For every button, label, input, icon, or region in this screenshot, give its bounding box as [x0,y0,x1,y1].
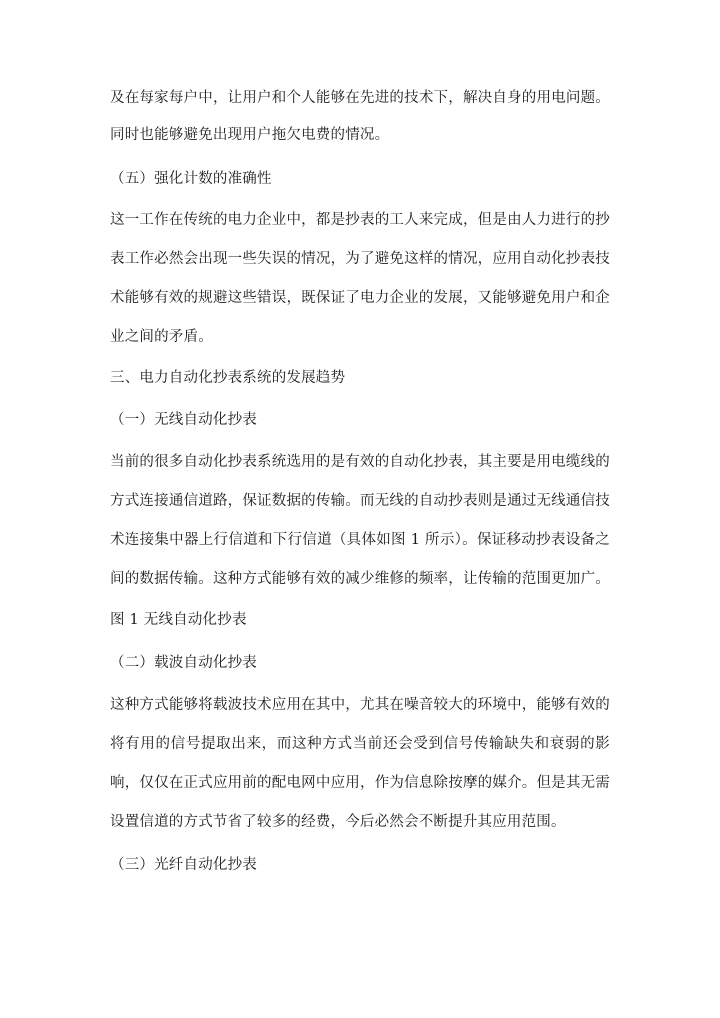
paragraph-line: 当前的很多自动化抄表系统选用的是有效的自动化抄表，其主要是用电缆线的 [110,454,610,470]
paragraph-line: 响，仅仅在正式应用前的配电网中应用，作为信息除按摩的媒介。但是其无需 [110,775,610,791]
section-heading: （三）光纤自动化抄表 [110,857,257,873]
paragraph-line: 设置信道的方式节省了较多的经费，今后必然会不断提升其应用范围。 [110,814,566,830]
paragraph-line: 将有用的信号提取出来，而这种方式当前还会受到信号传输缺失和衰弱的影 [110,736,610,752]
chapter-heading: 三、电力自动化抄表系统的发展趋势 [110,370,346,386]
paragraph-line: 术连接集中器上行信道和下行信道（具体如图 1 所示）。保证移动抄表设备之 [110,532,610,548]
paragraph-line: 及在每家每户中，让用户和个人能够在先进的技术下，解决自身的用电问题。 [110,90,610,106]
paragraph-line: 同时也能够避免出现用户拖欠电费的情况。 [110,127,390,143]
figure-caption: 图 1 无线自动化抄表 [110,612,247,628]
section-heading: （五）强化计数的准确性 [110,171,272,187]
paragraph-line: 这种方式能够将载波技术应用在其中，尤其在噪音较大的环境中，能够有效的 [110,697,610,713]
section-heading: （一）无线自动化抄表 [110,412,257,428]
paragraph-line: 术能够有效的规避这些错误，既保证了电力企业的发展，又能够避免用户和企 [110,290,610,306]
paragraph-line: 方式连接通信道路，保证数据的传输。而无线的自动抄表则是通过无线通信技 [110,493,610,509]
paragraph-line: 这一工作在传统的电力企业中，都是抄表的工人来完成，但是由人力进行的抄 [110,212,610,228]
section-heading: （二）载波自动化抄表 [110,655,257,671]
paragraph-line: 业之间的矛盾。 [110,329,213,345]
paragraph-line: 间的数据传输。这种方式能够有效的减少维修的频率，让传输的范围更加广。 [110,571,610,587]
paragraph-line: 表工作必然会出现一些失误的情况，为了避免这样的情况，应用自动化抄表技 [110,251,610,267]
